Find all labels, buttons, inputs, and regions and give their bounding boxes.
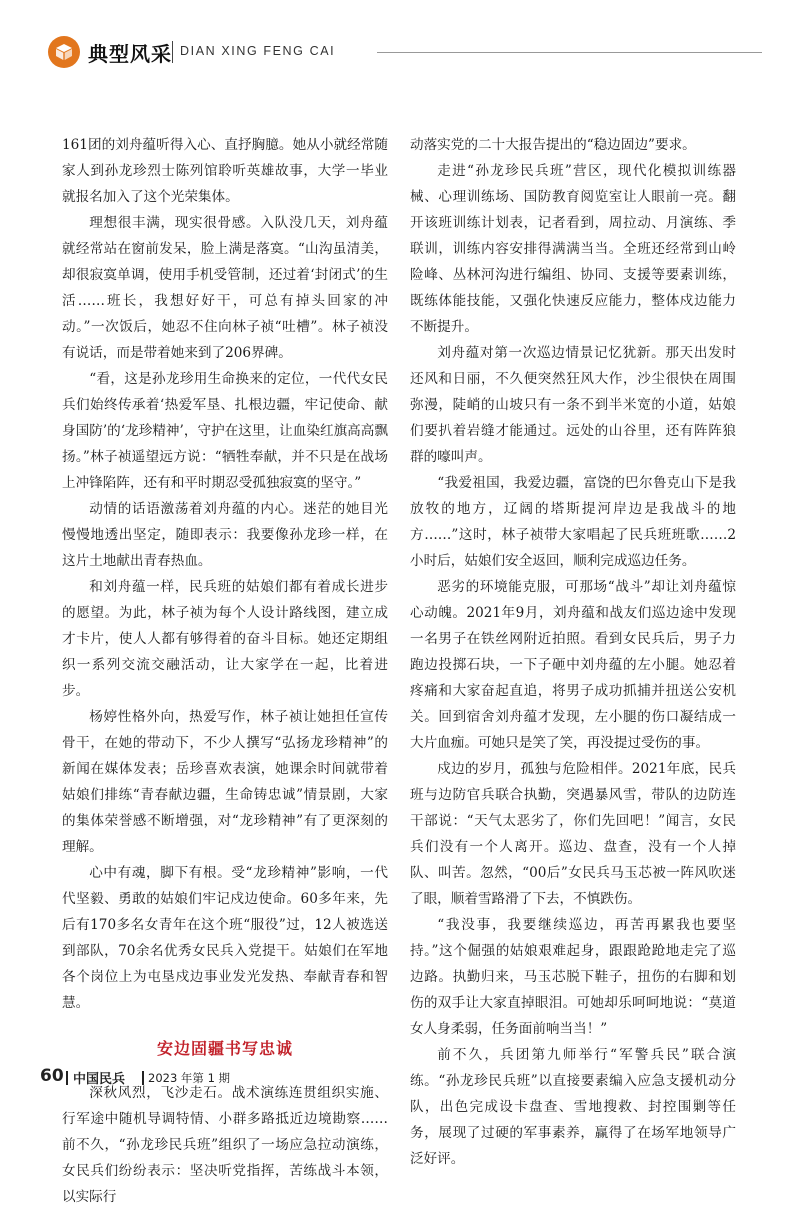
paragraph: 心中有魂，脚下有根。受“龙珍精神”影响，一代代坚毅、勇敢的姑娘们牢记戍边使命。60多年来，先后有170多名女青年在这个班“服役”过，12人被选送到部队，70余名优秀女民兵入党提干。姑娘们在军地各个岗位上为屯垦戍边事业发光发热、奉献青春和智慧。 [62,865,388,1011]
section-logo [48,36,80,68]
paragraph: 动落实党的二十大报告提出的“稳边固边”要求。 [410,137,696,153]
paragraph: “我爱祖国，我爱边疆，富饶的巴尔鲁克山下是我放牧的地方，辽阔的塔斯提河岸边是我战斗的地方……”这时，林子祯带大家唱起了民兵班班歌……2小时后，姑娘们安全返回，顺利完成巡边任务。 [410,475,736,569]
footer-divider [142,1071,144,1085]
header-rule [377,52,762,53]
page-footer [40,1066,440,1090]
header-divider [172,41,173,63]
paragraph: “看，这是孙龙珍用生命换来的定位，一代代女民兵们始终传承着‘热爱军垦、扎根边疆，牢记使命、献身国防’的‘龙珍精神’，守护在这里，让血染红旗高高飘扬。”林子祯遥望远方说：“牺牲奉献，并不只是在战场上冲锋陷阵，还有和平时期忍受孤独寂寞的坚守。” [62,371,388,491]
paragraph: 161团的刘舟蕴听得入心、直抒胸臆。她从小就经常随家人到孙龙珍烈士陈列馆聆听英雄故事，大学一毕业就报名加入了这个光荣集体。 [62,137,388,205]
paragraph: 和刘舟蕴一样，民兵班的姑娘们都有着成长进步的愿望。为此，林子祯为每个人设计路线图，建立成才卡片，使人人都有够得着的奋斗目标。她还定期组织一系列交流交融活动，让大家学在一起，比着进步。 [62,579,388,699]
paragraph: “我没事，我要继续巡边，再苦再累我也要坚持。”这个倔强的姑娘艰难起身，跟跟跄跄地走完了巡边路。执勤归来，马玉芯脱下鞋子，扭伤的右脚和划伤的双手让大家直掉眼泪。可她却乐呵呵地说：“莫道女人身柔弱，任务面前响当当！” [410,917,736,1037]
page-number: 60 [40,1066,64,1086]
paragraph: 理想很丰满，现实很骨感。入队没几天，刘舟蕴就经常站在窗前发呆，脸上满是落寞。“山沟虽清美，却很寂寞单调，使用手机受管制，还过着‘封闭式’的生活……班长，我想好好干，可总有掉头回家的冲动。”一次饭后，她忍不住向林子祯“吐槽”。林子祯没有说话，而是带着她来到了206界碑。 [62,215,388,361]
cube-icon [54,42,74,62]
left-column [62,132,388,1210]
right-column [410,132,736,1172]
paragraph: 刘舟蕴对第一次巡边情景记忆犹新。那天出发时还风和日丽，不久便突然狂风大作，沙尘很快在周围弥漫，陡峭的山坡只有一条不到半米宽的小道，姑娘们要扒着岩缝才能通过。远处的山谷里，还有阵阵狼群的嚎叫声。 [410,345,736,465]
section-title: 典型风采 [88,42,172,66]
paragraph: 动情的话语激荡着刘舟蕴的内心。迷茫的她目光慢慢地透出坚定，随即表示：我要像孙龙珍一样，在这片土地献出青春热血。 [62,501,388,569]
paragraph: 深秋风烈，飞沙走石。战术演练连贯组织实施、行军途中随机导调特情、小群多路抵近边境勘察……前不久，“孙龙珍民兵班”组织了一场应急拉动演练，女民兵们纷纷表示：坚决听党指挥，苦练战斗本领，以实际行 [62,1085,388,1205]
footer-divider [66,1071,68,1085]
section-subtitle: DIAN XING FENG CAI [180,44,336,58]
issue-label: 2023 年第 1 期 [148,1071,231,1085]
section-heading: 安边固疆书写忠诚 [156,1039,293,1058]
paragraph: 戍边的岁月，孤独与危险相伴。2021年底，民兵班与边防官兵联合执勤，突遇暴风雪，带队的边防连干部说：“天气太恶劣了，你们先回吧！”闻言，女民兵们没有一个人离开。巡边、盘查，没有一个人掉队、叫苦。忽然，“00后”女民兵马玉芯被一阵风吹迷了眼，顺着雪路滑了下去，不慎跌伤。 [410,761,736,907]
paragraph: 恶劣的环境能克服，可那场“战斗”却让刘舟蕴惊心动魄。2021年9月，刘舟蕴和战友们巡边途中发现一名男子在铁丝网附近拍照。看到女民兵后，男子力跑边投掷石块，一下子砸中刘舟蕴的左小腿。她忍着疼痛和大家奋起直追，将男子成功抓捕并扭送公安机关。回到宿舍刘舟蕴才发现，左小腿的伤口凝结成一大片血痂。可她只是笑了笑，再没提过受伤的事。 [410,579,736,751]
paragraph: 杨婷性格外向，热爱写作，林子祯让她担任宣传骨干，在她的带动下，不少人撰写“弘扬龙珍精神”的新闻在媒体发表；岳珍喜欢表演，她课余时间就带着姑娘们排练“青春献边疆，生命铸忠诚”情景剧，大家的集体荣誉感不断增强，对“龙珍精神”有了更深刻的理解。 [62,709,388,855]
paragraph: 走进“孙龙珍民兵班”营区，现代化模拟训练器械、心理训练场、国防教育阅览室让人眼前一亮。翻开该班训练计划表，记者看到，周拉动、月演练、季联训，训练内容安排得满满当当。全班还经常到山岭险峰、丛林河沟进行编组、协同、支援等要素训练，既练体能技能，又强化快速反应能力，整体戍边能力不断提升。 [410,163,736,335]
paragraph: 前不久，兵团第九师举行“军警兵民”联合演练。“孙龙珍民兵班”以直接要素编入应急支援机动分队，出色完成设卡盘查、雪地搜救、封控围剿等任务，展现了过硬的军事素养，赢得了在场军地领导广泛好评。 [410,1047,736,1167]
magazine-name: 中国民兵 [73,1072,126,1087]
page-header [42,30,762,74]
